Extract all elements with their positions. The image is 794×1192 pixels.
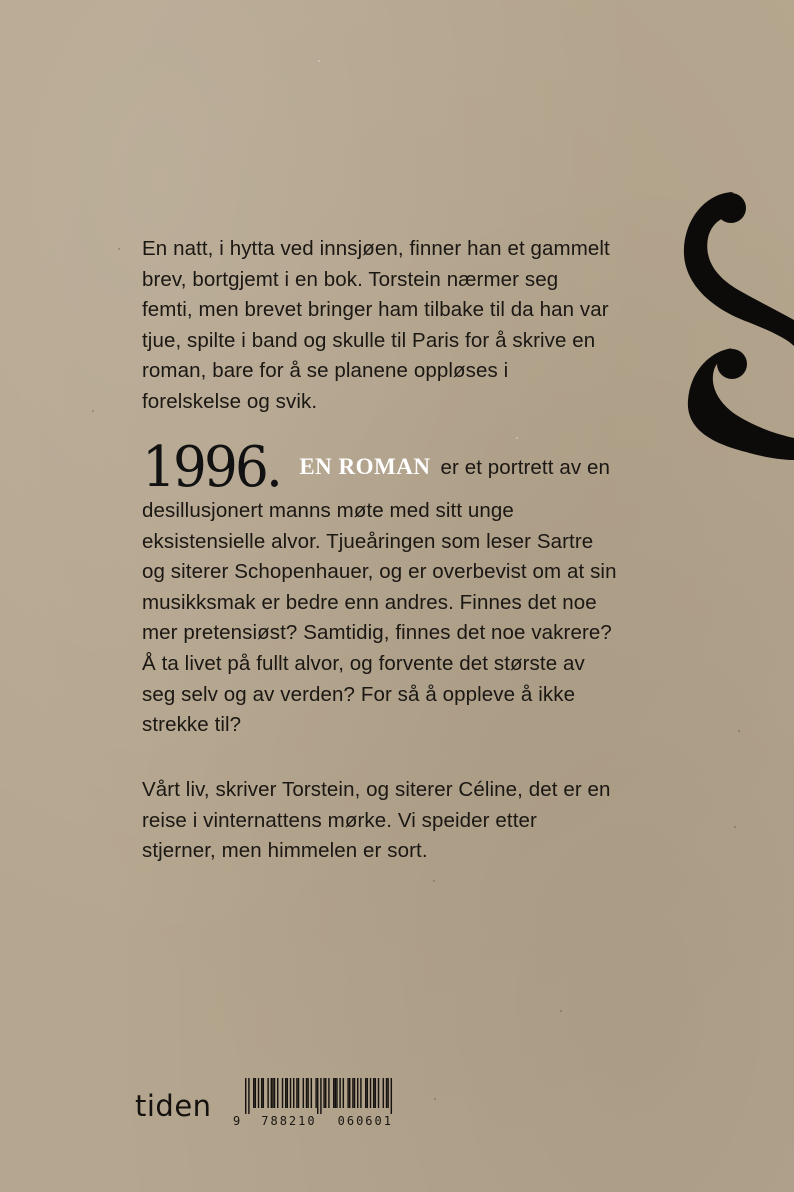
barcode-bar (375, 1078, 376, 1108)
barcode-bar (272, 1078, 273, 1108)
paper-speck (516, 437, 518, 439)
barcode-bar (255, 1078, 256, 1108)
barcode-bar (253, 1078, 254, 1108)
barcode-bar (303, 1078, 304, 1108)
barcode-bar (267, 1078, 268, 1108)
barcode-bar (387, 1078, 388, 1108)
barcode-icon (233, 1078, 393, 1128)
ampersand-icon (676, 190, 794, 460)
blurb-paragraph-3: Vårt liv, skriver Torstein, og siterer Céline, det er en reise i vinternattens mørke. Vi speider etter stjerner, men himmelen er sort. (142, 778, 611, 863)
barcode-bar (328, 1078, 329, 1108)
blurb-paragraph-1: En natt, i hytta ved innsjøen, finner han et gammelt brev, bortgjemt i en bok. Torstein nærmer seg femti, men brevet bringer ham tilbake til da han var tjue, spilte i band og skulle til Paris for å skrive en roman, bare for å se planene oppløses i forelskelse og svik. (142, 237, 610, 413)
barcode-bar (261, 1078, 262, 1108)
barcode-bar (357, 1078, 358, 1108)
barcode-bar (307, 1078, 308, 1108)
barcode-bar (349, 1078, 350, 1108)
barcode-bar (293, 1078, 294, 1108)
paper-speck (734, 826, 736, 828)
barcode-bar (391, 1078, 392, 1114)
barcode-group-2: 060601 (337, 1114, 393, 1128)
barcode-lead-digit: 9 (233, 1114, 241, 1128)
barcode-bar (335, 1078, 336, 1108)
blurb-paragraph-2 (142, 435, 622, 741)
paper-speck (318, 60, 320, 62)
barcode-bar (367, 1078, 368, 1108)
title-year: 1996. (142, 435, 281, 500)
barcode-bar (258, 1078, 259, 1108)
barcode-bar (285, 1078, 286, 1108)
barcode-bar (282, 1078, 283, 1108)
paper-speck (118, 248, 120, 250)
paper-speck (560, 1010, 562, 1012)
barcode-bar (347, 1078, 348, 1108)
barcode-bar (339, 1078, 340, 1108)
barcode-bar (317, 1078, 318, 1114)
barcode-bar (320, 1078, 321, 1114)
barcode-bar (277, 1078, 278, 1108)
barcode-bar (333, 1078, 334, 1108)
barcode-bar (306, 1078, 307, 1108)
barcode-bar (271, 1078, 272, 1108)
barcode-bar (336, 1078, 337, 1108)
barcode-bar (287, 1078, 288, 1108)
barcode-bar (274, 1078, 275, 1108)
paper-speck (92, 410, 94, 412)
barcode-bar (373, 1078, 374, 1108)
barcode-bar (370, 1078, 371, 1108)
barcode-bar (383, 1078, 384, 1108)
paper-speck (433, 880, 435, 882)
barcode-bar (311, 1078, 312, 1108)
barcode-bar (263, 1078, 264, 1108)
barcode-number (233, 1114, 393, 1128)
barcode-bar (365, 1078, 366, 1108)
barcode-bar (248, 1078, 249, 1114)
barcode-bar (360, 1078, 361, 1108)
title-subtitle: EN ROMAN (299, 454, 431, 479)
barcode-bar (315, 1078, 316, 1108)
barcode-bar (325, 1078, 326, 1108)
barcode-bar (343, 1078, 344, 1108)
barcode-bar (245, 1078, 246, 1114)
barcode-bar (323, 1078, 324, 1108)
barcode-bar (352, 1078, 353, 1108)
barcode-bar (290, 1078, 291, 1108)
barcode-group-1: 788210 (261, 1114, 317, 1128)
barcode-bar (354, 1078, 355, 1108)
paper-speck (738, 730, 740, 732)
barcode-bar (296, 1078, 297, 1108)
publisher-logo: tiden (135, 1089, 212, 1123)
paper-speck (434, 1098, 436, 1100)
barcode-bar (378, 1078, 379, 1108)
blurb-paragraph-2-text: er et portrett av en desillusjonert manns møte med sitt unge eksistensielle alvor. Tjueåringen som leser Sartre og siterer Schopenhauer, og er overbevist om at sin musikksmak er bedre enn andres. Finnes det noe mer pretensiøst? Samtidig, finnes det noe vakrere? Å ta livet på fullt alvor, og forvente det største av seg selv og av verden? For så å oppleve å ikke strekke til? (142, 456, 617, 737)
barcode-bar (298, 1078, 299, 1108)
barcode-bar (386, 1078, 387, 1108)
